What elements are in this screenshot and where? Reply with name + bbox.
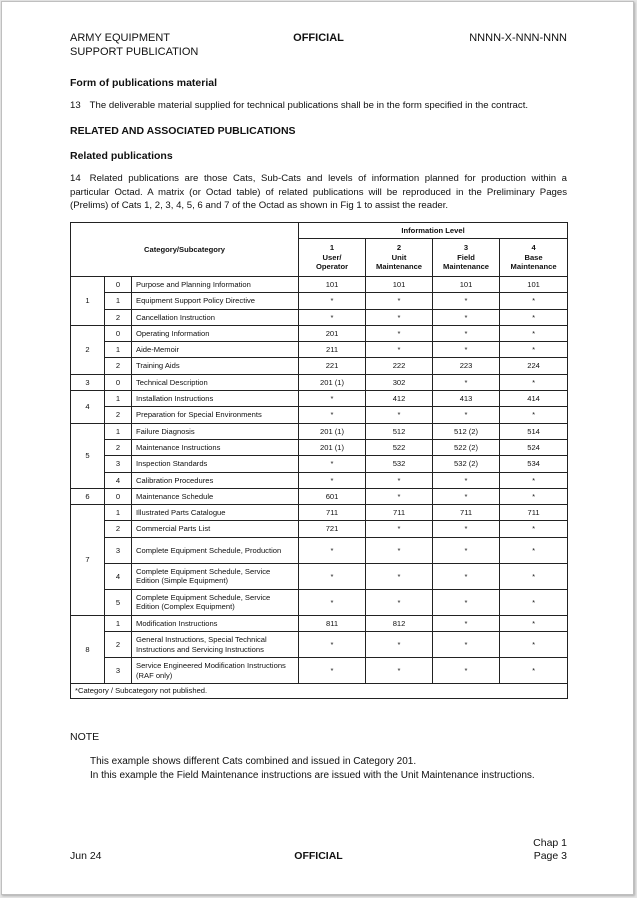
category-cell: 6 bbox=[71, 488, 105, 504]
level-value-cell: 201 (1) bbox=[299, 374, 366, 390]
level-value-cell: 512 (2) bbox=[433, 423, 500, 439]
publication-name-cell: Installation Instructions bbox=[132, 391, 299, 407]
level-header-l2: Maintenance bbox=[443, 262, 490, 272]
level-value-cell: * bbox=[433, 521, 500, 537]
level-header-l2: Operator bbox=[315, 262, 349, 272]
publication-name-cell: Purpose and Planning Information bbox=[132, 277, 299, 293]
publication-name-cell: Maintenance Instructions bbox=[132, 439, 299, 455]
subcategory-cell: 2 bbox=[105, 407, 132, 423]
publication-name-cell: Service Engineered Modification Instructions (RAF only) bbox=[132, 658, 299, 684]
level-value-cell: 101 bbox=[500, 277, 568, 293]
publication-name-cell: Equipment Support Policy Directive bbox=[132, 293, 299, 309]
level-value-cell: 412 bbox=[366, 391, 433, 407]
level-header-num: 1 bbox=[329, 243, 335, 253]
level-value-cell: * bbox=[366, 658, 433, 684]
publication-name-cell: Cancellation Instruction bbox=[132, 309, 299, 325]
table-row bbox=[71, 589, 568, 615]
subcategory-cell: 1 bbox=[105, 505, 132, 521]
level-header-l1: Field bbox=[457, 252, 475, 262]
level-value-cell: 224 bbox=[500, 358, 568, 374]
level-value-cell: * bbox=[433, 325, 500, 341]
level-value-cell: * bbox=[433, 563, 500, 589]
level-value-cell: * bbox=[500, 589, 568, 615]
level-value-cell: 601 bbox=[299, 488, 366, 504]
level-header-l1: User/ bbox=[322, 252, 342, 262]
level-value-cell: * bbox=[299, 632, 366, 658]
level-header-l2: Maintenance bbox=[376, 262, 423, 272]
level-value-cell: * bbox=[500, 325, 568, 341]
publication-name-cell: Modification Instructions bbox=[132, 615, 299, 631]
level-value-cell: * bbox=[299, 472, 366, 488]
table-row bbox=[71, 423, 568, 439]
table-row bbox=[71, 407, 568, 423]
table-row bbox=[71, 563, 568, 589]
level-value-cell: 414 bbox=[500, 391, 568, 407]
subcategory-cell: 3 bbox=[105, 456, 132, 472]
level-value-cell: 201 (1) bbox=[299, 439, 366, 455]
level-value-cell: * bbox=[299, 293, 366, 309]
table-row bbox=[71, 521, 568, 537]
level-value-cell: * bbox=[366, 472, 433, 488]
level-value-cell: 101 bbox=[366, 277, 433, 293]
level-header-num: 4 bbox=[531, 243, 536, 253]
column-header-category: Category/Subcategory bbox=[71, 223, 299, 277]
publication-name-cell: Complete Equipment Schedule, Service Edition (Complex Equipment) bbox=[132, 589, 299, 615]
level-value-cell: 201 (1) bbox=[299, 423, 366, 439]
publication-name-cell: Illustrated Parts Catalogue bbox=[132, 505, 299, 521]
level-header-num: 2 bbox=[396, 243, 402, 253]
subcategory-cell: 1 bbox=[105, 342, 132, 358]
heading-related-publications: Related publications bbox=[70, 150, 173, 162]
level-value-cell: 711 bbox=[366, 505, 433, 521]
footer-page-number: Page 3 bbox=[533, 850, 567, 862]
subcategory-cell: 0 bbox=[105, 277, 132, 293]
subcategory-cell: 3 bbox=[105, 658, 132, 684]
paragraph-text: The deliverable material supplied for technical publications shall be in the form specified in the contract. bbox=[89, 100, 529, 111]
header-left-line2: SUPPORT PUBLICATION bbox=[70, 46, 199, 58]
header-document-number: NNNN-X-NNN-NNN bbox=[469, 32, 567, 44]
paragraph-13 bbox=[70, 99, 567, 113]
level-value-cell: 811 bbox=[299, 615, 366, 631]
level-value-cell: * bbox=[366, 342, 433, 358]
level-value-cell: 101 bbox=[299, 277, 366, 293]
table-row bbox=[71, 488, 568, 504]
table-row bbox=[71, 615, 568, 631]
level-value-cell: * bbox=[299, 391, 366, 407]
level-value-cell: * bbox=[500, 472, 568, 488]
level-header-l2: Maintenance bbox=[510, 262, 557, 272]
column-header-information-level: Information Level bbox=[299, 223, 568, 239]
footer-classification: OFFICIAL bbox=[294, 850, 343, 862]
level-value-cell: * bbox=[433, 589, 500, 615]
level-value-cell: * bbox=[366, 521, 433, 537]
table-row bbox=[71, 342, 568, 358]
level-value-cell: * bbox=[366, 325, 433, 341]
level-value-cell: * bbox=[366, 563, 433, 589]
publication-name-cell: Commercial Parts List bbox=[132, 521, 299, 537]
level-value-cell: 223 bbox=[433, 358, 500, 374]
level-value-cell: * bbox=[433, 342, 500, 358]
table-row bbox=[71, 358, 568, 374]
header-left-line1: ARMY EQUIPMENT bbox=[70, 32, 171, 44]
level-value-cell: * bbox=[500, 342, 568, 358]
publication-name-cell: Training Aids bbox=[132, 358, 299, 374]
level-value-cell: * bbox=[500, 309, 568, 325]
note-line-1: This example shows different Cats combined and issued in Category 201. bbox=[90, 756, 417, 767]
publication-name-cell: Aide-Memoir bbox=[132, 342, 299, 358]
category-cell: 7 bbox=[71, 505, 105, 616]
subcategory-cell: 3 bbox=[105, 537, 132, 563]
level-header-l1: Unit bbox=[391, 252, 407, 262]
table-row bbox=[71, 456, 568, 472]
level-value-cell: 524 bbox=[500, 439, 568, 455]
table-row bbox=[71, 439, 568, 455]
table-row bbox=[71, 309, 568, 325]
level-value-cell: * bbox=[433, 615, 500, 631]
level-value-cell: 201 bbox=[299, 325, 366, 341]
level-value-cell: 522 bbox=[366, 439, 433, 455]
level-header-l1: Base bbox=[524, 252, 543, 262]
level-header-num: 3 bbox=[463, 243, 469, 253]
octad-table bbox=[70, 222, 568, 699]
heading-related-associated: RELATED AND ASSOCIATED PUBLICATIONS bbox=[70, 125, 296, 137]
level-value-cell: * bbox=[500, 293, 568, 309]
level-value-cell: * bbox=[433, 407, 500, 423]
subcategory-cell: 2 bbox=[105, 521, 132, 537]
level-value-cell: 211 bbox=[299, 342, 366, 358]
level-value-cell: * bbox=[433, 309, 500, 325]
header-classification: OFFICIAL bbox=[293, 32, 344, 44]
level-value-cell: * bbox=[500, 615, 568, 631]
level-value-cell: * bbox=[500, 488, 568, 504]
note-line-2: In this example the Field Maintenance instructions are issued with the Unit Maintenance instructions. bbox=[90, 770, 535, 781]
level-value-cell: 512 bbox=[366, 423, 433, 439]
publication-name-cell: Preparation for Special Environments bbox=[132, 407, 299, 423]
level-value-cell: 812 bbox=[366, 615, 433, 631]
footer-page-reference bbox=[533, 837, 567, 863]
subcategory-cell: 0 bbox=[105, 325, 132, 341]
level-value-cell: * bbox=[433, 632, 500, 658]
table-row bbox=[71, 658, 568, 684]
level-value-cell: * bbox=[366, 407, 433, 423]
level-value-cell: 101 bbox=[433, 277, 500, 293]
level-value-cell: * bbox=[433, 374, 500, 390]
subcategory-cell: 2 bbox=[105, 439, 132, 455]
table-row bbox=[71, 325, 568, 341]
level-value-cell: * bbox=[500, 374, 568, 390]
level-value-cell: * bbox=[366, 488, 433, 504]
paragraph-number: 14 bbox=[70, 173, 81, 184]
level-value-cell: 711 bbox=[299, 505, 366, 521]
category-cell: 3 bbox=[71, 374, 105, 390]
level-value-cell: 522 (2) bbox=[433, 439, 500, 455]
subcategory-cell: 1 bbox=[105, 293, 132, 309]
table-row bbox=[71, 472, 568, 488]
level-value-cell: * bbox=[500, 537, 568, 563]
column-header-level-2 bbox=[366, 239, 433, 277]
column-header-level-1 bbox=[299, 239, 366, 277]
table-row bbox=[71, 632, 568, 658]
publication-name-cell: Calibration Procedures bbox=[132, 472, 299, 488]
level-value-cell: * bbox=[500, 407, 568, 423]
level-value-cell: * bbox=[500, 658, 568, 684]
table-row bbox=[71, 537, 568, 563]
level-value-cell: * bbox=[433, 537, 500, 563]
table-row bbox=[71, 374, 568, 390]
subcategory-cell: 1 bbox=[105, 423, 132, 439]
paragraph-number: 13 bbox=[70, 100, 81, 111]
category-cell: 5 bbox=[71, 423, 105, 488]
level-value-cell: 302 bbox=[366, 374, 433, 390]
level-value-cell: 711 bbox=[433, 505, 500, 521]
table-row bbox=[71, 391, 568, 407]
publication-name-cell: General Instructions, Special Technical Instructions and Servicing Instructions bbox=[132, 632, 299, 658]
table-row bbox=[71, 293, 568, 309]
publication-name-cell: Maintenance Schedule bbox=[132, 488, 299, 504]
level-value-cell: * bbox=[299, 309, 366, 325]
subcategory-cell: 2 bbox=[105, 309, 132, 325]
publication-name-cell: Operating Information bbox=[132, 325, 299, 341]
level-value-cell: 721 bbox=[299, 521, 366, 537]
footer-chapter: Chap 1 bbox=[533, 837, 567, 849]
publication-name-cell: Inspection Standards bbox=[132, 456, 299, 472]
level-value-cell: * bbox=[366, 309, 433, 325]
level-value-cell: * bbox=[433, 472, 500, 488]
publication-name-cell: Failure Diagnosis bbox=[132, 423, 299, 439]
level-value-cell: * bbox=[299, 456, 366, 472]
level-value-cell: * bbox=[433, 293, 500, 309]
level-value-cell: 413 bbox=[433, 391, 500, 407]
level-value-cell: * bbox=[299, 658, 366, 684]
level-value-cell: 222 bbox=[366, 358, 433, 374]
paragraph-text: Related publications are those Cats, Sub-Cats and levels of information planned for production within a particular Octad. A matrix (or Octad table) of related publications will be reproduced in the Preliminary Pages (Prelims) of Cats 1, 2, 3, 4, 5, 6 and 7 of the Octad as shown in Fig 1 to assist the reader. bbox=[70, 173, 567, 211]
subcategory-cell: 5 bbox=[105, 589, 132, 615]
heading-form-of-publications: Form of publications material bbox=[70, 77, 218, 89]
column-header-level-4 bbox=[500, 239, 568, 277]
subcategory-cell: 2 bbox=[105, 632, 132, 658]
subcategory-cell: 0 bbox=[105, 488, 132, 504]
level-value-cell: * bbox=[366, 293, 433, 309]
level-value-cell: * bbox=[433, 488, 500, 504]
publication-name-cell: Complete Equipment Schedule, Production bbox=[132, 537, 299, 563]
level-value-cell: * bbox=[366, 589, 433, 615]
level-value-cell: 532 (2) bbox=[433, 456, 500, 472]
level-value-cell: * bbox=[299, 537, 366, 563]
category-cell: 2 bbox=[71, 325, 105, 374]
note-body bbox=[90, 755, 570, 783]
subcategory-cell: 0 bbox=[105, 374, 132, 390]
level-value-cell: * bbox=[500, 632, 568, 658]
level-value-cell: * bbox=[366, 632, 433, 658]
level-value-cell: 532 bbox=[366, 456, 433, 472]
level-value-cell: 534 bbox=[500, 456, 568, 472]
footer-date: Jun 24 bbox=[70, 850, 102, 862]
subcategory-cell: 1 bbox=[105, 391, 132, 407]
level-value-cell: * bbox=[433, 658, 500, 684]
level-value-cell: 711 bbox=[500, 505, 568, 521]
publication-name-cell: Technical Description bbox=[132, 374, 299, 390]
subcategory-cell: 4 bbox=[105, 563, 132, 589]
publication-name-cell: Complete Equipment Schedule, Service Edition (Simple Equipment) bbox=[132, 563, 299, 589]
category-cell: 1 bbox=[71, 277, 105, 326]
table-footnote: *Category / Subcategory not published. bbox=[71, 684, 568, 699]
level-value-cell: 514 bbox=[500, 423, 568, 439]
level-value-cell: * bbox=[500, 563, 568, 589]
level-value-cell: * bbox=[500, 521, 568, 537]
table-row bbox=[71, 277, 568, 293]
level-value-cell: * bbox=[299, 407, 366, 423]
level-value-cell: * bbox=[366, 537, 433, 563]
note-heading: NOTE bbox=[70, 731, 100, 743]
category-cell: 4 bbox=[71, 391, 105, 424]
paragraph-14 bbox=[70, 172, 567, 213]
level-value-cell: * bbox=[299, 563, 366, 589]
subcategory-cell: 1 bbox=[105, 615, 132, 631]
level-value-cell: 221 bbox=[299, 358, 366, 374]
subcategory-cell: 4 bbox=[105, 472, 132, 488]
category-cell: 8 bbox=[71, 615, 105, 683]
subcategory-cell: 2 bbox=[105, 358, 132, 374]
column-header-level-3 bbox=[433, 239, 500, 277]
table-row bbox=[71, 505, 568, 521]
level-value-cell: * bbox=[299, 589, 366, 615]
